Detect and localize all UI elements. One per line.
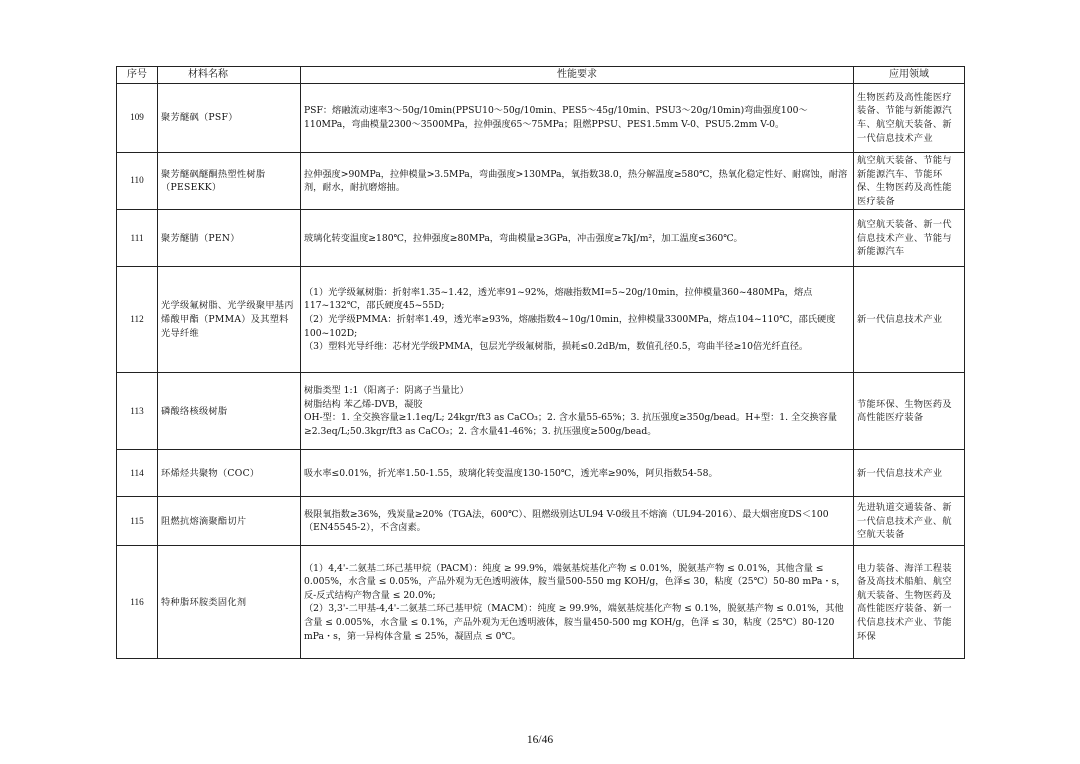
application-field: 电力装备、海洋工程装备及高技术船舶、航空航天装备、生物医药及高性能医疗装备、新一代信息技术产业、节能环保	[854, 546, 965, 659]
performance-line: 树脂结构 苯乙烯-DVB，凝胶	[304, 398, 423, 410]
application-field: 新一代信息技术产业	[854, 267, 965, 373]
header-app: 应用领域	[854, 67, 965, 84]
row-number: 113	[117, 373, 158, 450]
performance-line: 树脂类型 1:1（阳离子：阴离子当量比）	[304, 385, 469, 397]
performance-line: 极限氧指数≥36%，残炭量≥20%（TGA法，600℃）、阻燃级别达UL94 V-0级且不熔滴（UL94-2016）、最大烟密度DS＜100（EN45545-2），不含卤素。	[304, 508, 829, 534]
material-name: 聚芳醚腈（PEN）	[158, 210, 301, 267]
table-row	[117, 84, 965, 153]
header-perf: 性能要求	[301, 67, 854, 84]
page-number: 16/46	[526, 734, 554, 746]
row-number: 110	[117, 153, 158, 210]
table-row	[117, 373, 965, 450]
performance-requirements	[301, 267, 854, 373]
performance-line: 吸水率≤0.01%，折光率1.50-1.55，玻璃化转变温度130-150℃，透光率≥90%，阿贝指数54-58。	[304, 467, 718, 479]
row-number: 111	[117, 210, 158, 267]
material-name: 聚芳醚砜醚酮热塑性树脂（PESEKK）	[158, 153, 301, 210]
performance-line: PSF：熔融流动速率3～50g/10min(PPSU10～50g/10min、PES5～45g/10min、PSU3～20g/10min)弯曲强度100～110MPa，弯曲模量2300～3500MPa，拉伸强度65～75MPa；阻燃PPSU、PES1.5mm V-0、PSU5.2mm V-0。	[304, 105, 808, 130]
performance-line: （3）塑料光导纤维：芯材光学级PMMA，包层光学级氟树脂，损耗≤0.2dB/m，数值孔径0.5，弯曲半径≥10倍光纤直径。	[304, 341, 809, 353]
performance-line: （1）光学级氟树脂：折射率1.35~1.42，透光率91~92%，熔融指数MI=5~20g/10min，拉伸模量360~480MPa，熔点117~132℃，邵氏硬度45~55D;	[304, 286, 813, 312]
material-name: 聚芳醚砜（PSF）	[158, 84, 301, 153]
performance-line: 拉伸强度>90MPa，拉伸模量>3.5MPa，弯曲强度>130MPa，氧指数38.0，热分解温度≥580℃，热氧化稳定性好、耐腐蚀，耐溶剂，耐水，耐抗磨熔抽。	[304, 168, 848, 194]
row-number: 112	[117, 267, 158, 373]
performance-line: OH-型：1. 全交换容量≥1.1eq/L; 24kgr/ft3 as CaCO₃；2. 含水量55-65%；3. 抗压强度≥350g/bead。H+型：1. 全交换容量≥2.3eq/L;50.3kgr/ft3 as CaCO₃；2. 含水量41-46%；3. 抗压强度≥500g/bead。	[304, 412, 837, 437]
materials-table	[116, 66, 965, 659]
application-field: 生物医药及高性能医疗装备、节能与新能源汽车、航空航天装备、新一代信息技术产业	[854, 84, 965, 153]
application-field: 先进轨道交通装备、新一代信息技术产业、航空航天装备	[854, 497, 965, 546]
performance-requirements	[301, 210, 854, 267]
header-no: 序号	[117, 67, 158, 84]
performance-requirements	[301, 373, 854, 450]
material-name: 阻燃抗熔滴聚酯切片	[158, 497, 301, 546]
table-row	[117, 450, 965, 497]
performance-requirements	[301, 450, 854, 497]
table-row	[117, 497, 965, 546]
table-row	[117, 210, 965, 267]
row-number: 115	[117, 497, 158, 546]
table-body	[117, 84, 965, 659]
application-field: 航空航天装备、节能与新能源汽车、节能环保、生物医药及高性能医疗装备	[854, 153, 965, 210]
application-field: 新一代信息技术产业	[854, 450, 965, 497]
header-name: 材料名称	[158, 67, 301, 84]
table-row	[117, 153, 965, 210]
material-name: 环烯烃共聚物（COC）	[158, 450, 301, 497]
table-row	[117, 546, 965, 659]
material-name: 特种脂环胺类固化剂	[158, 546, 301, 659]
material-name: 光学级氟树脂、光学级聚甲基丙烯酸甲酯（PMMA）及其塑料光导纤维	[158, 267, 301, 373]
application-field: 节能环保、生物医药及高性能医疗装备	[854, 373, 965, 450]
performance-line: （1）4,4'-二氨基二环己基甲烷（PACM）：纯度 ≥ 99.9%，端氨基烷基化产物 ≤ 0.01%，脱氨基产物 ≤ 0.01%，其他含量 ≤ 0.005%，水含量 ≤ 0.05%，产品外观为无色透明液体，胺当量500-550 mg KOH/g，色泽≤ 30，粘度（25℃）50-80 mPa・s，反-反式结构产物含量 ≤ 20.0%;	[304, 562, 846, 601]
performance-line: （2）光学级PMMA：折射率1.49，透光率≥93%，熔融指数4~10g/10min，拉伸模量3300MPa，熔点104~110℃，邵氏硬度100~102D;	[304, 314, 836, 339]
performance-requirements	[301, 84, 854, 153]
performance-requirements	[301, 497, 854, 546]
performance-requirements	[301, 153, 854, 210]
application-field: 航空航天装备、新一代信息技术产业、节能与新能源汽车	[854, 210, 965, 267]
row-number: 109	[117, 84, 158, 153]
table-header-row	[117, 67, 965, 84]
material-name: 磷酸络核级树脂	[158, 373, 301, 450]
performance-line: 玻璃化转变温度≥180℃，拉伸强度≥80MPa，弯曲模量≥3GPa，冲击强度≥7kJ/m²，加工温度≤360℃。	[304, 232, 743, 244]
row-number: 116	[117, 546, 158, 659]
performance-line: （2）3,3'-二甲基-4,4'-二氨基二环己基甲烷（MACM）：纯度 ≥ 99.9%，端氨基烷基化产物 ≤ 0.1%，脱氨基产物 ≤ 0.01%，其他含量 ≤ 0.005%，水含量 ≤ 0.1%，产品外观为无色透明液体，胺当量450-500 mg KOH/g，色泽 ≤ 30，粘度（25℃）80-120 mPa・s，第一异构体含量 ≤ 25%，凝固点 ≤ 0℃。	[304, 603, 844, 642]
table-row	[117, 267, 965, 373]
row-number: 114	[117, 450, 158, 497]
performance-requirements	[301, 546, 854, 659]
